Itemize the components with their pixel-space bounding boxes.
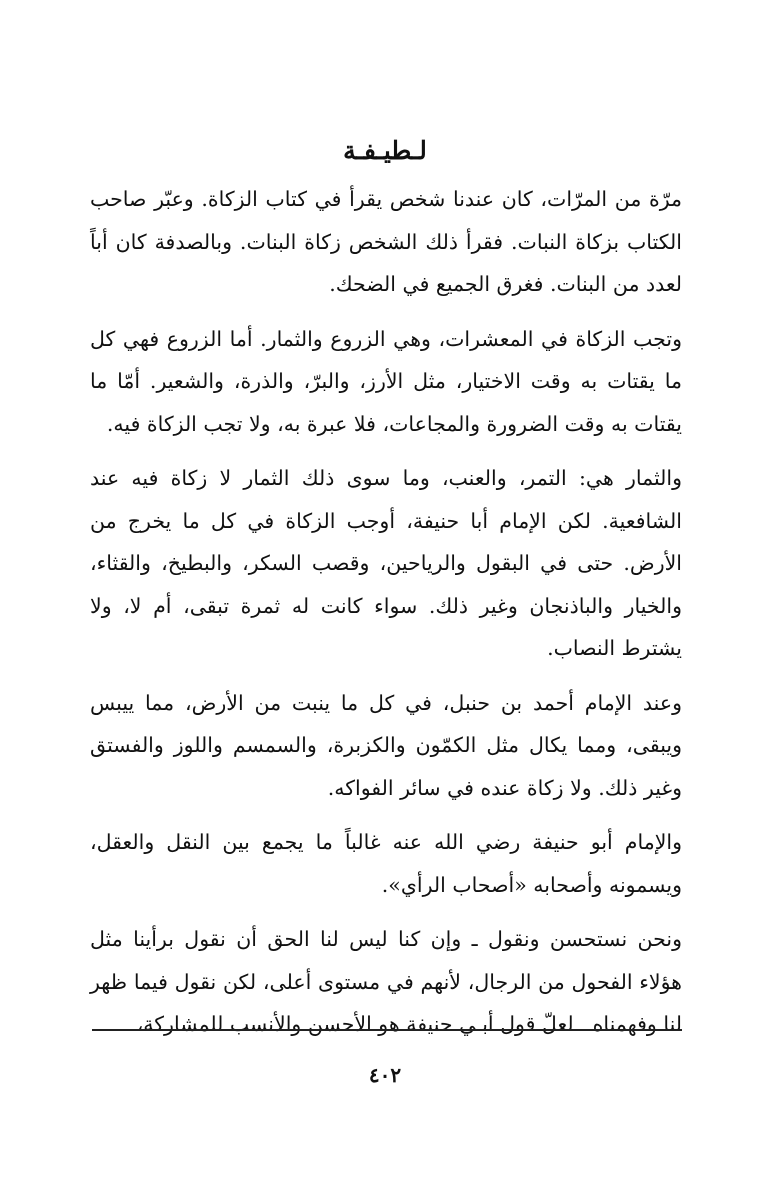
body-text [90, 178, 682, 1058]
page-number: ٤٠٢ [368, 1063, 402, 1087]
paragraph-3: والثمار هي: التمر، والعنب، وما سوى ذلك الثمار لا زكاة فيه عند الشافعية. لكن الإمام أبا حنيفة، أوجب الزكاة في كل ما يخرج من الأرض. حتى في البقول والرياحين، وقصب السكر، والبطيخ، والقثاء، والخيار والباذنجان وغير ذلك. سواء كانت له ثمرة تبقى، أم لا، ولا يشترط النصاب. [90, 466, 682, 660]
paragraph-6: ونحن نستحسن ونقول ـ وإن كنا ليس لنا الحق أن نقول برأينا مثل هؤلاء الفحول من الرجال، لأنهم في مستوى أعلى، لكن نقول فيما ظهر لنا وفهمناه ـ لعلّ قول أبـي حنيفة هو الأحسن والأنسب للمشاركة، [90, 927, 682, 1036]
section-title: لـطيـفـة [343, 136, 427, 165]
paragraph-4: وعند الإمام أحمد بن حنبل، في كل ما ينبت من الأرض، مما ييبس ويبقى، ومما يكال مثل الكمّون والكزبرة، والسمسم واللوز والفستق وغير ذلك. ولا زكاة عنده في سائر الفواكه. [90, 690, 682, 800]
paragraph-1: مرّة من المرّات، كان عندنا شخص يقرأ في كتاب الزكاة. وعبّر صاحب الكتاب بزكاة النبات. فقرأ ذلك الشخص زكاة البنات. وبالصدفة كان أباً لعدد من البنات. فغرق الجميع في الضحك. [90, 187, 682, 296]
paragraph-5: والإمام أبو حنيفة رضي الله عنه غالباً ما يجمع بين النقل والعقل، ويسمونه وأصحابه «أصحاب الرأي». [90, 830, 682, 897]
paragraph-2: وتجب الزكاة في المعشرات، وهي الزروع والثمار. أما الزروع فهي كل ما يقتات به وقت الاختيار، مثل الأرز، والبرّ، والذرة، والشعير. أمّا ما يقتات به وقت الضرورة والمجاعات، فلا عبرة به، ولا تجب الزكاة فيه. [90, 326, 682, 436]
footer-divider [92, 1029, 682, 1031]
